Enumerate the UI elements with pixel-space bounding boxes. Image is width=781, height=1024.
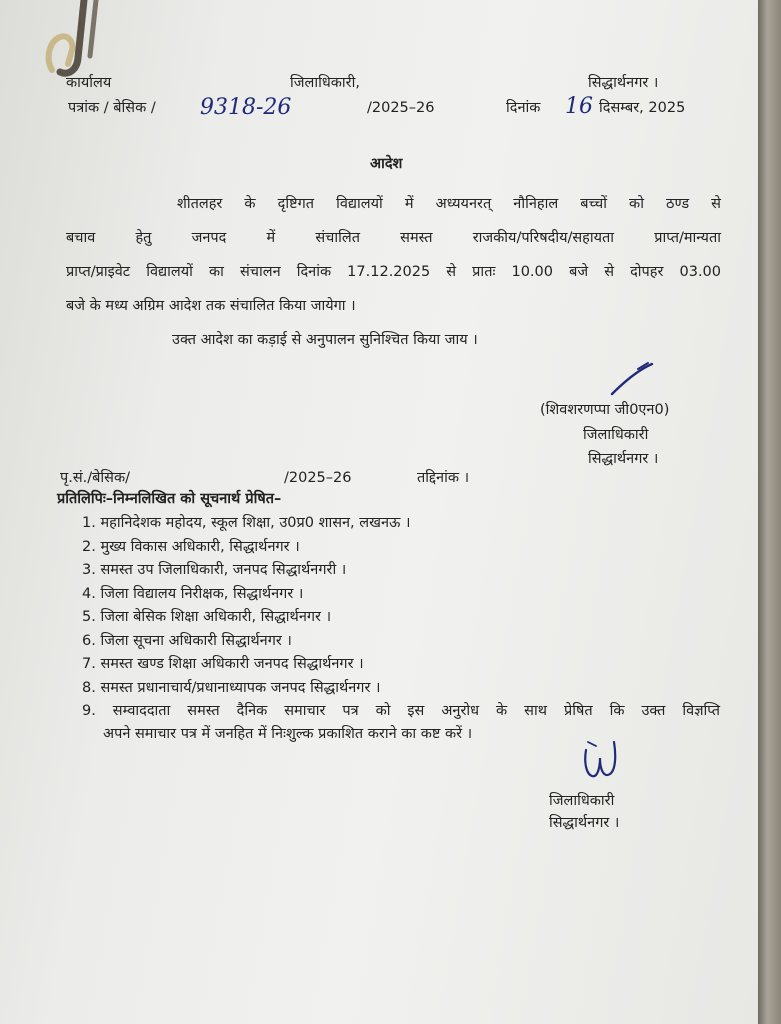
date-label: दिनांक <box>506 100 541 116</box>
copy-list-item: 6. जिला सूचना अधिकारी सिद्धार्थनगर । <box>82 633 292 649</box>
copy-list-item: 1. महानिदेशक महोदय, स्कूल शिक्षा, उ0प्र0 शासन, लखनऊ । <box>82 515 411 531</box>
patrank-label: पत्रांक / बेसिक / <box>68 100 156 116</box>
patrank-handwritten: 9318-26 <box>200 95 292 120</box>
body-line-5: उक्त आदेश का कड़ाई से अनुपालन सुनिश्चित किया जाय । <box>172 332 478 348</box>
copy-list-item: 9. सम्वाददाता समस्त दैनिक समाचार पत्र को इस अनुरोध के साथ प्रेषित कि उक्त विज्ञप्ति <box>82 703 720 719</box>
copy-heading: प्रतिलिपिः–निम्नलिखित को सूचनार्थ प्रेषित– <box>57 491 282 507</box>
background-edge <box>758 0 781 1024</box>
body-line-1: शीतलहर के दृष्टिगत विद्यालयों में अध्ययनरत् नौनिहाल बच्चों को ठण्ड से <box>177 196 721 212</box>
paper-clip-icon <box>44 0 104 82</box>
copy-list-item: 5. जिला बेसिक शिक्षा अधिकारी, सिद्धार्थनगर । <box>82 609 332 625</box>
date-month-year: दिसम्बर, 2025 <box>599 100 686 116</box>
copy-list-item: 2. मुख्य विकास अधिकारी, सिद्धार्थनगर । <box>82 539 300 555</box>
copy-list-item-continuation: अपने समाचार पत्र में जनहित में निःशुल्क प्रकाशित कराने का कष्ट करें । <box>103 726 473 742</box>
body-line-2: बचाव हेतु जनपद में संचालित समस्त राजकीय/परिषदीय/सहायता प्राप्त/मान्यता <box>66 230 721 246</box>
body-line-3: प्राप्त/प्राइवेट विद्यालयों का संचालन दिनांक 17.12.2025 से प्रातः 10.00 बजे से दोपहर 03.00 <box>66 264 721 280</box>
signatory2-district: सिद्धार्थनगर । <box>549 815 620 831</box>
signatory2-designation: जिलाधिकारी <box>549 793 615 809</box>
copy-ref-date: तद्दिनांक । <box>417 470 470 486</box>
signatory-district: सिद्धार्थनगर । <box>588 451 659 467</box>
date-handwritten-day: 16 <box>565 94 593 119</box>
office-district: सिद्धार्थनगर । <box>588 75 659 91</box>
copy-list-item: 3. समस्त उप जिलाधिकारी, जनपद सिद्धार्थनगरी । <box>82 562 347 578</box>
signature-mark-2 <box>578 736 628 790</box>
office-designation: जिलाधिकारी, <box>290 75 360 91</box>
office-label: कार्यालय <box>66 75 112 91</box>
copy-list-item: 4. जिला विद्यालय निरीक्षक, सिद्धार्थनगर । <box>82 586 304 602</box>
body-line-4: बजे के मध्य अग्रिम आदेश तक संचालित किया जायेगा । <box>66 298 356 314</box>
signature-mark-1 <box>608 360 658 400</box>
order-title: आदेश <box>370 156 403 172</box>
signatory-designation: जिलाधिकारी <box>583 427 649 443</box>
copy-list-item: 7. समस्त खण्ड शिक्षा अधिकारी जनपद सिद्धार्थनगर । <box>82 656 364 672</box>
copy-ref-year: /2025–26 <box>284 470 352 486</box>
copy-list-item: 8. समस्त प्रधानाचार्य/प्रधानाध्यापक जनपद सिद्धार्थनगर । <box>82 680 381 696</box>
signatory-name: (शिवशरणप्पा जी0एन0) <box>540 402 670 418</box>
patrank-year: /2025–26 <box>367 100 435 116</box>
copy-ref-label: पृ.सं./बेसिक/ <box>60 470 130 486</box>
